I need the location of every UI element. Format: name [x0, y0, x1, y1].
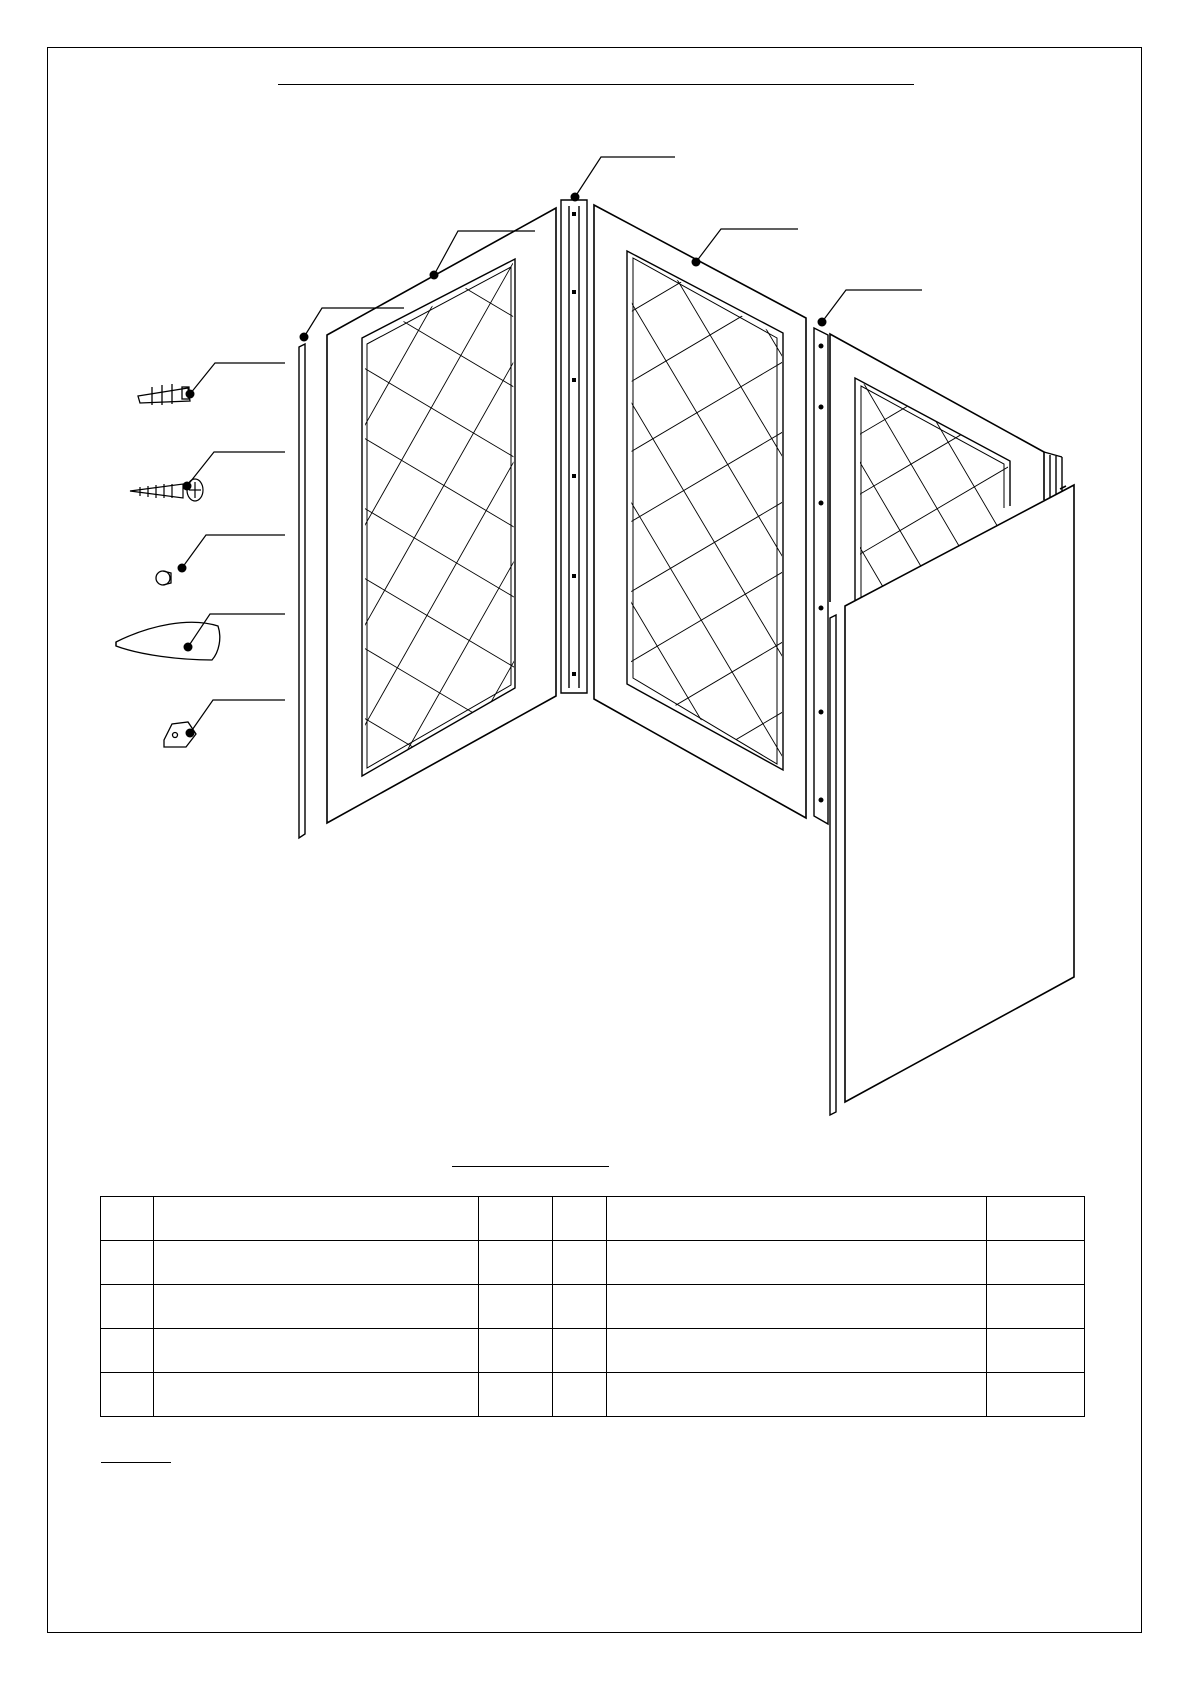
- table-cell-item-no: [101, 1197, 154, 1241]
- table-cell-item-no: [553, 1197, 607, 1241]
- table-cell-description: [607, 1285, 987, 1329]
- screw-cap-part: [156, 571, 171, 585]
- table-cell-item-no: [553, 1241, 607, 1285]
- right-wall-profile: [814, 328, 828, 824]
- table-cell-quantity: [479, 1197, 553, 1241]
- screw-part: [130, 479, 203, 501]
- notes-underline: [101, 1462, 171, 1463]
- left-glass-panel: [300, 80, 620, 1140]
- shelf-part: [116, 622, 220, 660]
- left-panel-lattice: [300, 80, 620, 1140]
- table-cell-quantity: [987, 1241, 1085, 1285]
- table-cell-item-no: [101, 1373, 154, 1417]
- table-cell-quantity: [479, 1241, 553, 1285]
- table-cell-item-no: [553, 1329, 607, 1373]
- table-cell-description: [607, 1197, 987, 1241]
- table-row: [101, 1329, 1085, 1373]
- table-cell-description: [607, 1241, 987, 1285]
- table-cell-description: [154, 1373, 479, 1417]
- table-cell-item-no: [553, 1373, 607, 1417]
- table-cell-quantity: [479, 1285, 553, 1329]
- left-wall-profile: [299, 344, 305, 838]
- table-row: [101, 1373, 1085, 1417]
- table-row: [101, 1285, 1085, 1329]
- wall-plug-part: [138, 384, 190, 405]
- callout-dots: [178, 193, 827, 738]
- notes-heading: [101, 1442, 171, 1458]
- right-glass-panel: [594, 50, 850, 1070]
- table-cell-item-no: [101, 1285, 154, 1329]
- table-cell-item-no: [101, 1329, 154, 1373]
- table-cell-description: [607, 1329, 987, 1373]
- table-cell-quantity: [987, 1329, 1085, 1373]
- callout-leaders: [182, 157, 922, 733]
- parts-list-underline: [452, 1166, 609, 1167]
- table-cell-quantity: [987, 1197, 1085, 1241]
- table-cell-quantity: [987, 1285, 1085, 1329]
- front-fixed-panel: [830, 485, 1074, 1115]
- centre-hinge-profile: [561, 200, 587, 693]
- table-cell-quantity: [987, 1373, 1085, 1417]
- table-cell-item-no: [101, 1241, 154, 1285]
- parts-list-heading: [452, 1144, 609, 1162]
- table-cell-description: [154, 1197, 479, 1241]
- table-cell-description: [154, 1329, 479, 1373]
- table-row: [101, 1241, 1085, 1285]
- table-cell-quantity: [479, 1329, 553, 1373]
- right-panel-lattice: [600, 50, 850, 1070]
- table-cell-quantity: [479, 1373, 553, 1417]
- parts-table: [100, 1196, 1085, 1417]
- table-cell-item-no: [553, 1285, 607, 1329]
- table-cell-description: [154, 1285, 479, 1329]
- table-cell-description: [607, 1373, 987, 1417]
- table-row: [101, 1197, 1085, 1241]
- table-cell-description: [154, 1241, 479, 1285]
